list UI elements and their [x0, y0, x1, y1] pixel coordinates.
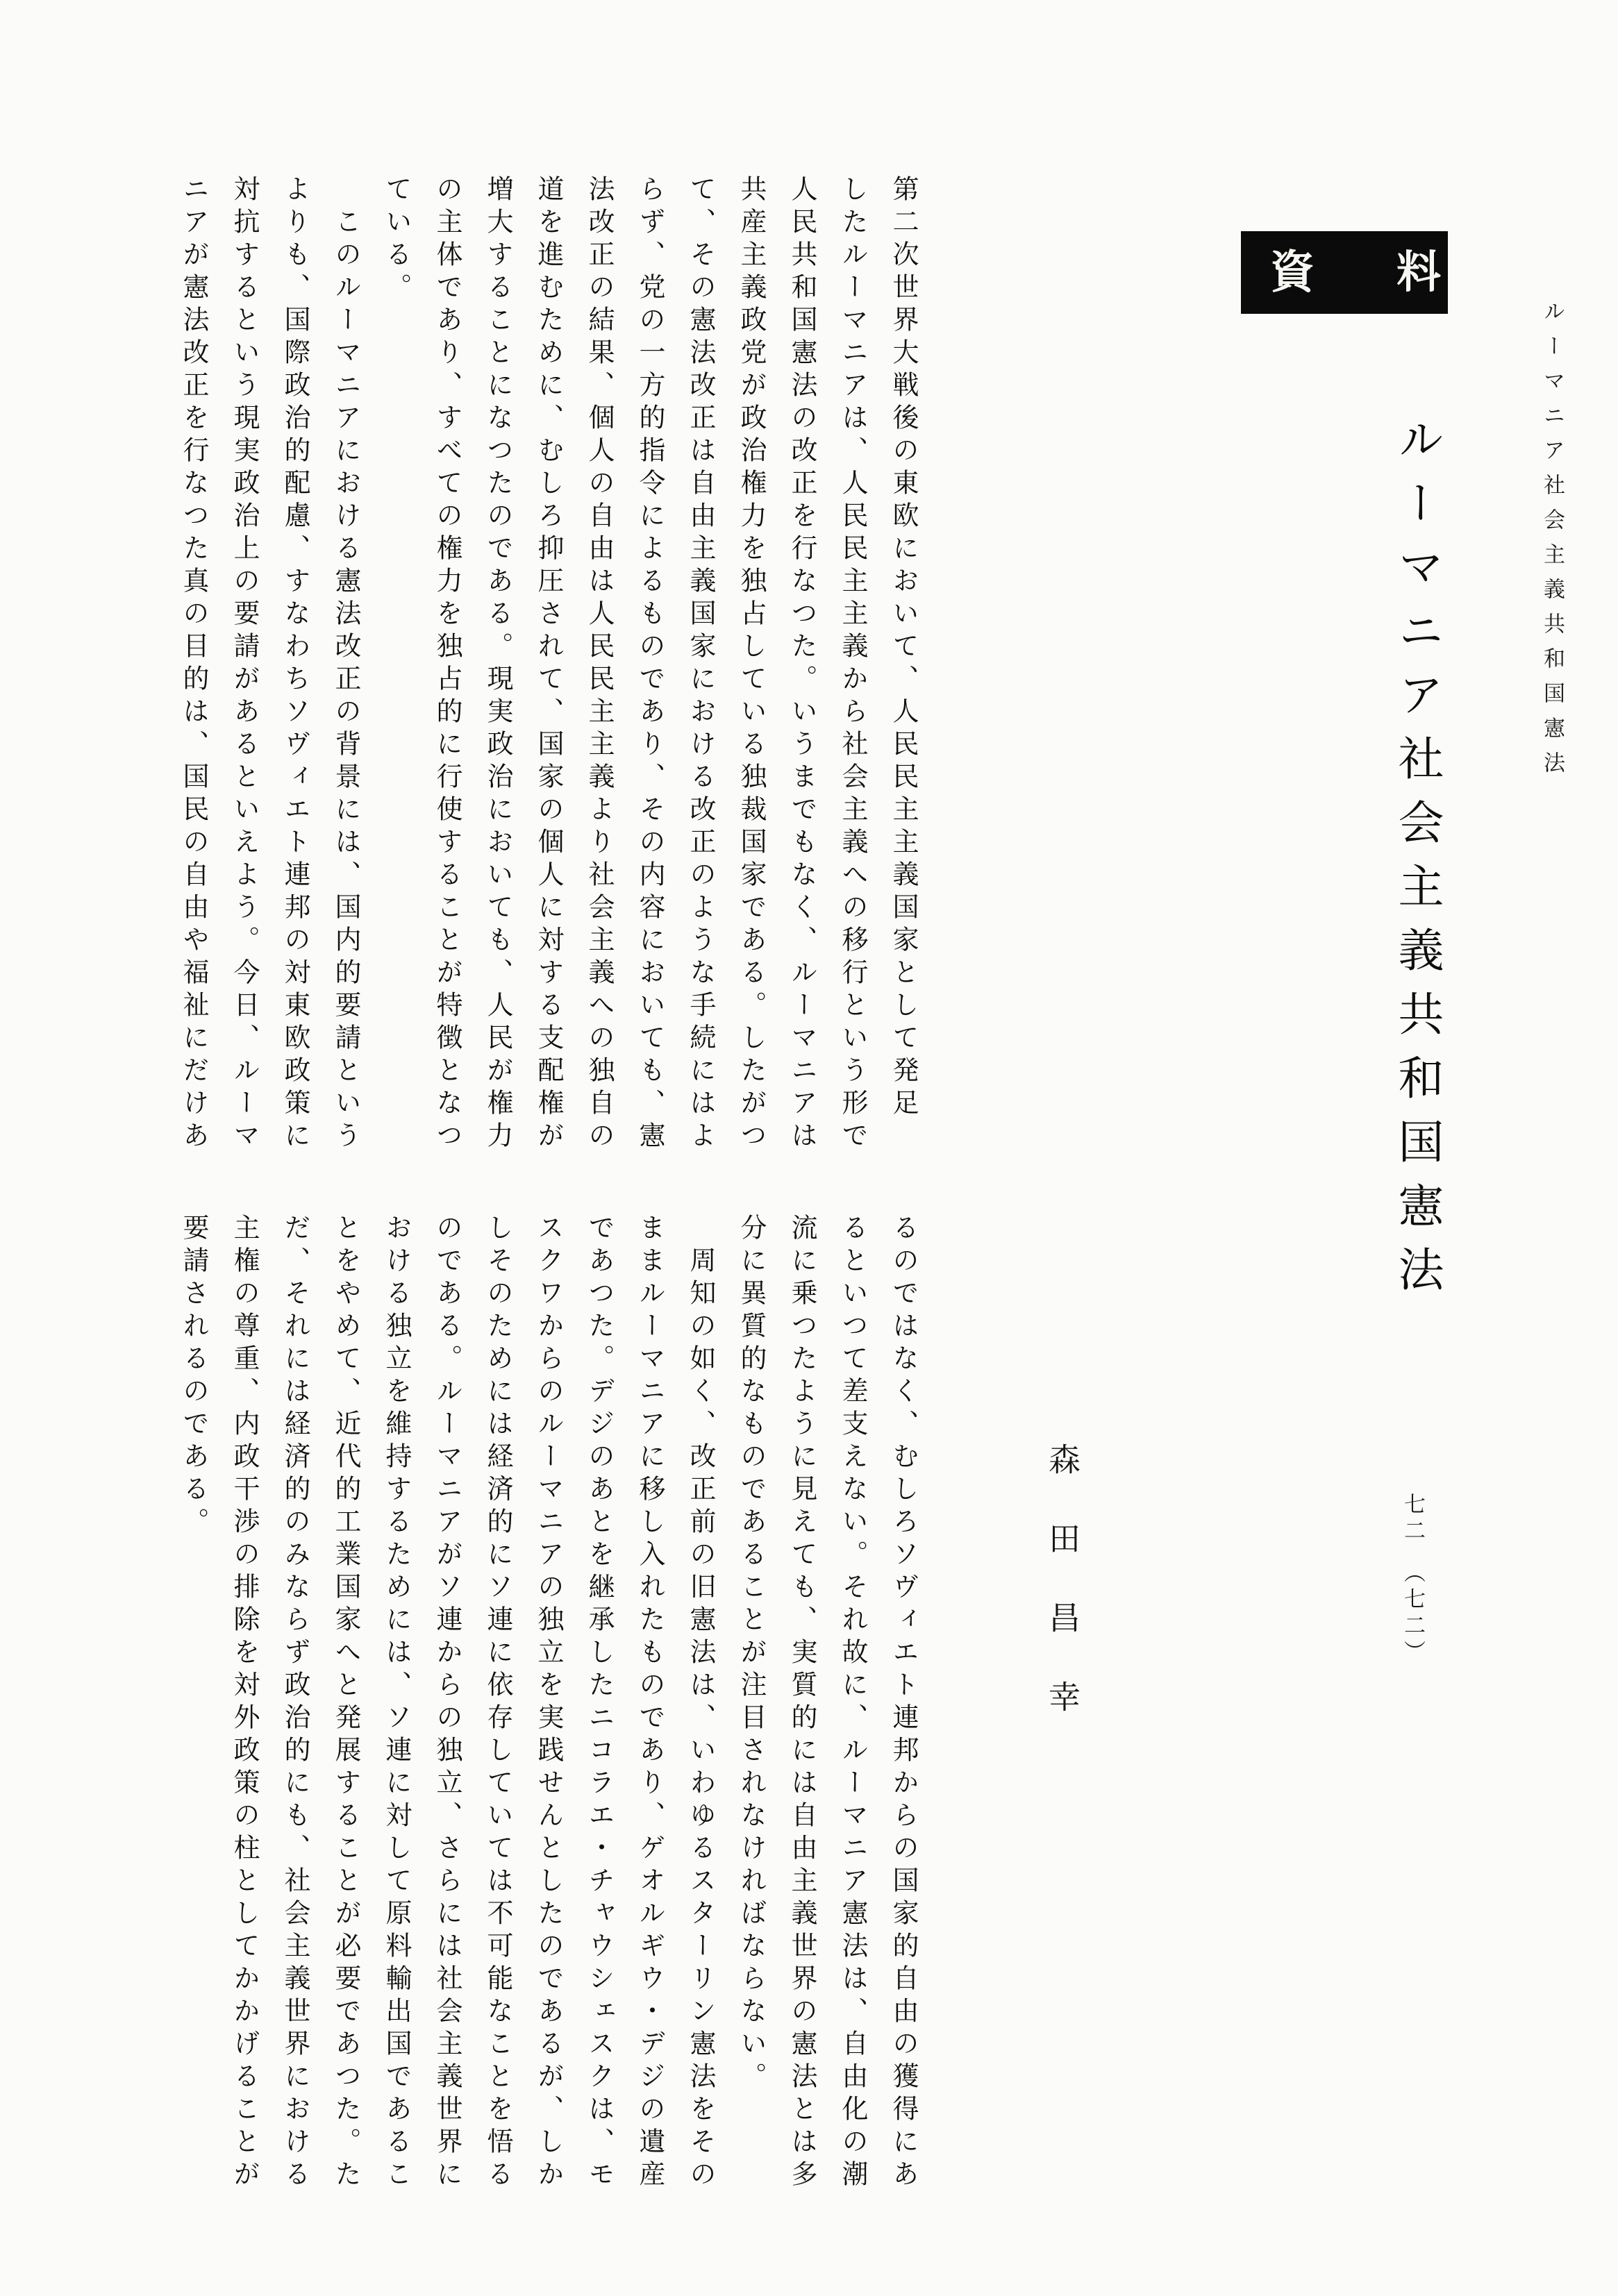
text-column: おける独立を維持するためには、ソ連に対して原料輸出国であるこ: [381, 1214, 410, 2193]
page-title: ルーマニア社会主義共和国憲法: [1391, 415, 1442, 1309]
text-column: とをやめて、近代的工業国家へと発展することが必要であつた。た: [331, 1214, 360, 2193]
text-column: るといつて差支えない。それ故に、ルーマニア憲法は、自由化の潮: [837, 1214, 867, 2193]
text-column: であつた。デジのあとを継承したニコラエ・チャウシェスクは、モ: [584, 1214, 613, 2193]
text-column: だ、それには経済的のみならず政治的にも、社会主義世界における: [280, 1214, 309, 2193]
text-column: 主権の尊重、内政干渉の排除を対外政策の柱としてかかげることが: [229, 1214, 258, 2193]
text-column: 法改正の結果、個人の自由は人民民主主義より社会主義への独自の: [584, 175, 613, 1154]
body-text-tier-1: [167, 175, 928, 1155]
text-column: の主体であり、すべての権力を独占的に行使することが特徴となつ: [432, 175, 461, 1154]
text-column: 道を進むために、むしろ抑圧されて、国家の個人に対する支配権が: [533, 175, 562, 1154]
category-label: 資料: [1270, 248, 1523, 297]
text-column: 対抗するという現実政治上の要請があるといえよう。今日、ルーマ: [229, 175, 258, 1154]
text-column: ている。: [381, 175, 410, 305]
text-column: 共産主義政党が政治権力を独占している独裁国家である。したがつ: [736, 175, 765, 1154]
category-label-box: [1241, 231, 1523, 314]
text-column: のである。ルーマニアがソ連からの独立、さらには社会主義世界に: [432, 1214, 461, 2193]
running-head: ルーマニア社会主義共和国憲法: [1540, 300, 1565, 786]
text-column: 周知の如く、改正前の旧憲法は、いわゆるスターリン憲法をその: [685, 1214, 715, 2193]
text-column: て、その憲法改正は自由主義国家における改正のような手続にはよ: [685, 175, 715, 1154]
text-column: ニアが憲法改正を行なつた真の目的は、国民の自由や福祉にだけあ: [178, 175, 208, 1154]
body-text-tier-2: [167, 1214, 928, 2194]
text-column: スクワからのルーマニアの独立を実践せんとしたのであるが、しか: [533, 1214, 562, 2193]
text-column: ままルーマニアに移し入れたものであり、ゲオルギウ・デジの遺産: [635, 1214, 664, 2193]
author-name: 森田昌幸: [1044, 1443, 1080, 1759]
text-column: 分に異質的なものであることが注目されなければならない。: [736, 1214, 765, 2095]
text-column: 増大することになつたのである。現実政治においても、人民が権力: [483, 175, 512, 1154]
text-column: 要請されるのである。: [178, 1214, 208, 1540]
text-column: 第二次世界大戦後の東欧において、人民民主主義国家として発足: [888, 175, 917, 1121]
text-column: るのではなく、むしろソヴィエト連邦からの国家的自由の獲得にあ: [888, 1214, 917, 2193]
text-column: 人民共和国憲法の改正を行なつた。いうまでもなく、ルーマニアは: [787, 175, 816, 1154]
text-column: しそのためには経済的にソ連に依存していては不可能なことを悟る: [483, 1214, 512, 2193]
page-number: 七二 （七二）: [1401, 1493, 1425, 1667]
text-column: らず、党の一方的指令によるものであり、その内容においても、憲: [635, 175, 664, 1154]
text-column: よりも、国際政治的配慮、すなわちソヴィエト連邦の対東欧政策に: [280, 175, 309, 1154]
text-column: したルーマニアは、人民民主主義から社会主義への移行という形で: [837, 175, 867, 1154]
text-column: 流に乗つたように見えても、実質的には自由主義世界の憲法とは多: [787, 1214, 816, 2193]
text-column: このルーマニアにおける憲法改正の背景には、国内的要請という: [331, 175, 360, 1154]
